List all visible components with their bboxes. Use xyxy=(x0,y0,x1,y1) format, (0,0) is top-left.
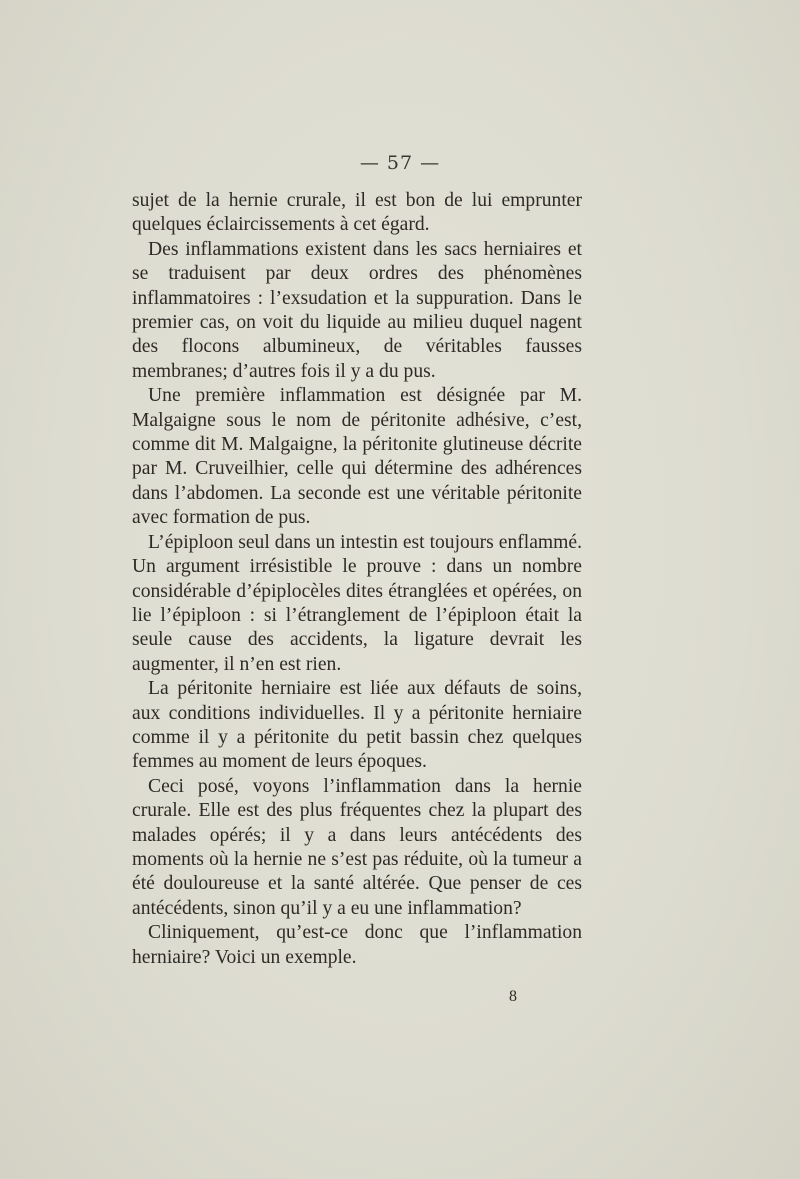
page-number: — 57 — xyxy=(359,152,441,174)
signature-mark: 8 xyxy=(509,988,517,1005)
paragraph: La péritonite herniaire est liée aux défauts de soins, aux conditions individuelles. Il y a péritonite herniaire comme il y a péritonite du petit bassin chez quelques femmes au moment de leurs époques. xyxy=(132,678,582,773)
paragraph: Ceci posé, voyons l’inflammation dans la hernie crurale. Elle est des plus fréquentes chez la plupart des malades opérés; il y a dans leurs antécédents des moments où la hernie ne s’est pas réduite, où la tumeur a été douloureuse et la santé altérée. Que penser de ces antécédents, sinon qu’il y a eu une inflammation? xyxy=(132,775,582,919)
paragraph: Une première inflammation est désignée par M. Malgaigne sous le nom de péritonite adhésive, c’est, comme dit M. Malgaigne, la péritonite glutineuse décrite par M. Cruveilhier, celle qui détermine des adhérences dans l’abdomen. La seconde est une véritable péritonite avec formation de pus. xyxy=(132,385,582,529)
paragraph: Cliniquement, qu’est-ce donc que l’inflammation herniaire? Voici un exemple. xyxy=(132,922,582,968)
paragraph: Des inflammations existent dans les sacs herniaires et se traduisent par deux ordres des phénomènes inflammatoires : l’exsudation et la suppuration. Dans le premier cas, on voit du liquide au milieu duquel nagent des flocons albumineux, de véritables fausses membranes; d’autres fois il y a du pus. xyxy=(132,238,582,382)
paragraph: L’épiploon seul dans un intestin est toujours enflammé. Un argument irrésistible le prouve : dans un nombre considérable d’épiplocèles dites étranglées et opérées, on lie l’épiploon : si l’étranglement de l’épiploon était la seule cause des accidents, la ligature devrait les augmenter, il n’en est rien. xyxy=(132,531,582,675)
body-text xyxy=(132,189,582,970)
paragraph: sujet de la hernie crurale, il est bon de lui emprunter quelques éclaircissements à cet égard. xyxy=(132,190,582,236)
